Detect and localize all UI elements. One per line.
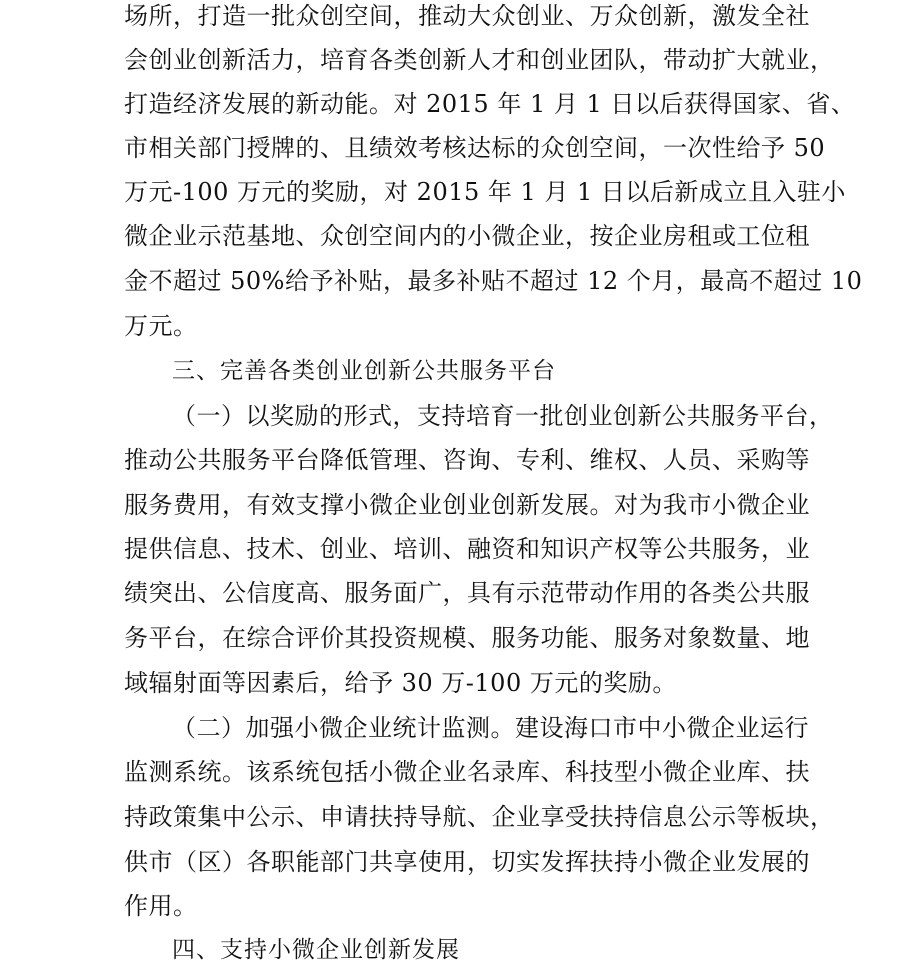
paragraph-2-line-5: 绩突出、公信度高、服务面广，具有示范带动作用的各类公共服	[124, 579, 810, 607]
paragraph-1-line-8: 万元。	[124, 312, 198, 340]
paragraph-3-line-4: 供市（区）各职能部门共享使用，切实发挥扶持小微企业发展的	[124, 848, 810, 876]
section-heading-4: 四、支持小微企业创新发展	[172, 937, 460, 963]
paragraph-2-line-1: （一）以奖励的形式，支持培育一批创业创新公共服务平台，	[172, 402, 834, 430]
paragraph-2-line-4: 提供信息、技术、创业、培训、融资和知识产权等公共服务，业	[124, 535, 810, 563]
paragraph-2-line-3: 服务费用，有效支撑小微企业创业创新发展。对为我市小微企业	[124, 491, 810, 519]
paragraph-1-line-5: 万元-100 万元的奖励，对 2015 年 1 月 1 日以后新成立且入驻小	[124, 178, 846, 206]
paragraph-1-line-2: 会创业创新活力，培育各类创新人才和创业团队，带动扩大就业，	[124, 46, 835, 74]
paragraph-1-line-4: 市相关部门授牌的、且绩效考核达标的众创空间，一次性给予 50	[124, 134, 826, 162]
paragraph-1-line-1: 场所，打造一批众创空间，推动大众创业、万众创新，激发全社	[124, 2, 810, 30]
paragraph-2-line-2: 推动公共服务平台降低管理、咨询、专利、维权、人员、采购等	[124, 446, 810, 474]
paragraph-1-line-3: 打造经济发展的新动能。对 2015 年 1 月 1 日以后获得国家、省、	[124, 90, 856, 118]
section-heading-3: 三、完善各类创业创新公共服务平台	[172, 358, 556, 384]
paragraph-3-line-3: 持政策集中公示、申请扶持导航、企业享受扶持信息公示等板块，	[124, 803, 835, 831]
paragraph-3-line-1: （二）加强小微企业统计监测。建设海口市中小微企业运行	[172, 714, 809, 742]
paragraph-3-line-5: 作用。	[124, 892, 198, 920]
paragraph-1-line-6: 微企业示范基地、众创空间内的小微企业，按企业房租或工位租	[124, 222, 810, 250]
paragraph-2-line-7: 域辐射面等因素后，给予 30 万-100 万元的奖励。	[124, 669, 677, 697]
paragraph-2-line-6: 务平台，在综合评价其投资规模、服务功能、服务对象数量、地	[124, 624, 810, 652]
paragraph-1-line-7: 金不超过 50%给予补贴，最多补贴不超过 12 个月，最高不超过 10	[124, 267, 863, 295]
paragraph-3-line-2: 监测系统。该系统包括小微企业名录库、科技型小微企业库、扶	[124, 758, 810, 786]
